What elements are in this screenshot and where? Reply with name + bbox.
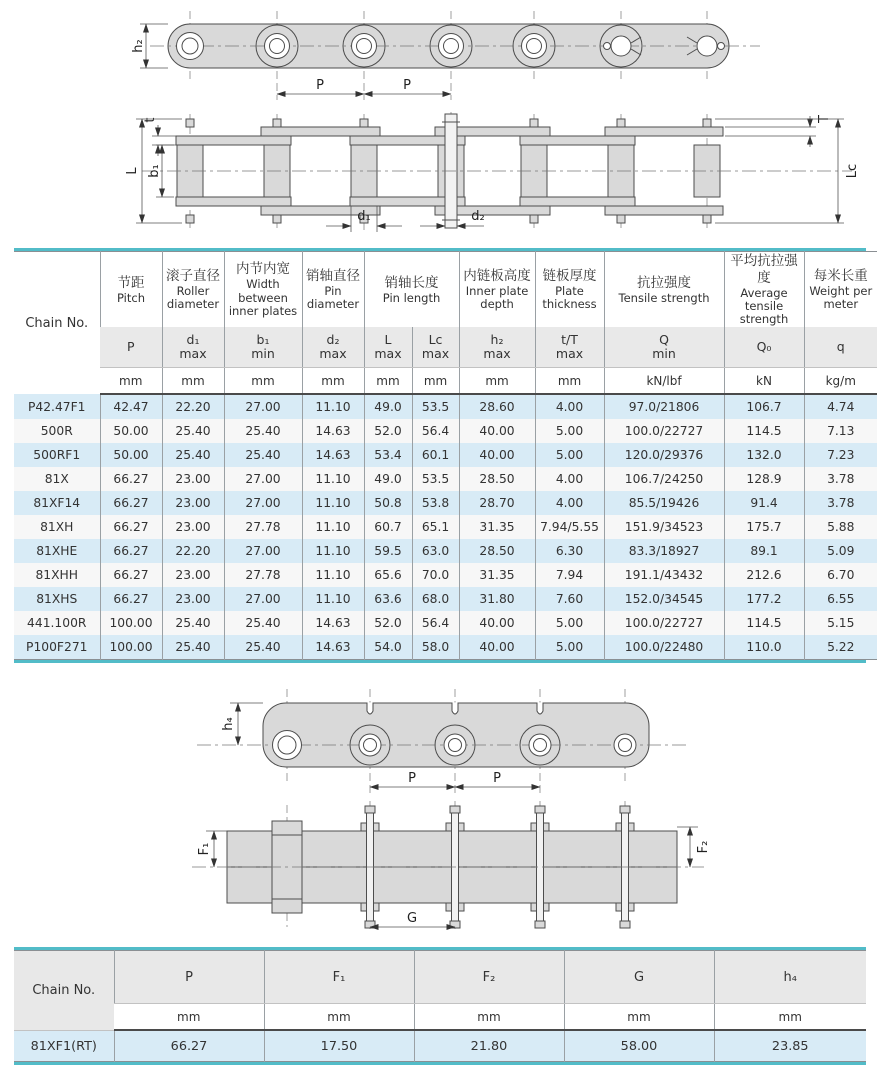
- symbol-cell: [224, 327, 302, 368]
- col-header-en: Width between inner plates: [228, 277, 298, 318]
- value-cell: 22.20: [162, 539, 224, 563]
- col-group-header: [302, 252, 364, 328]
- value-cell: 25.40: [162, 419, 224, 443]
- value-cell: 63.0: [412, 539, 459, 563]
- value-cell: 114.5: [724, 611, 804, 635]
- bottom-table-wrap: [14, 947, 866, 1065]
- chain-no-cell: 81XHE: [14, 539, 100, 563]
- unit-cell: mm: [414, 1004, 564, 1031]
- col-header-en: Pitch: [117, 290, 145, 305]
- value-cell: 40.00: [459, 443, 535, 467]
- value-cell: 14.63: [302, 443, 364, 467]
- value-cell: 23.00: [162, 563, 224, 587]
- dim-label-T: T: [817, 115, 832, 123]
- col-group-header: [459, 252, 535, 328]
- value-cell: 128.9: [724, 467, 804, 491]
- symbol-text: d₁: [186, 332, 200, 348]
- value-cell: 27.00: [224, 491, 302, 515]
- symbol-qualifier: min: [652, 346, 676, 362]
- symbol-cell: F₂: [414, 951, 564, 1004]
- value-cell: 100.0/22480: [604, 635, 724, 660]
- symbol-qualifier: max: [421, 346, 450, 362]
- symbol-cell: [804, 327, 877, 368]
- symbol-qualifier: max: [374, 346, 402, 362]
- unit-cell: mm: [564, 1004, 714, 1031]
- value-cell: 25.40: [162, 635, 224, 660]
- header-units-row: [14, 368, 877, 395]
- F2-dimension: [677, 827, 698, 867]
- value-cell: 100.0/22727: [604, 611, 724, 635]
- unit-cell: kg/m: [804, 368, 877, 395]
- value-cell: 5.22: [804, 635, 877, 660]
- col-group-header: [224, 252, 302, 328]
- col-header-en: Tensile strength: [618, 290, 710, 305]
- table-row: [14, 515, 877, 539]
- symbol-qualifier: max: [483, 346, 511, 362]
- value-cell: 50.00: [100, 443, 162, 467]
- value-cell: 110.0: [724, 635, 804, 660]
- value-cell: 66.27: [100, 491, 162, 515]
- value-cell: 23.00: [162, 467, 224, 491]
- value-cell: 28.50: [459, 467, 535, 491]
- value-cell: 25.40: [224, 419, 302, 443]
- symbol-qualifier: min: [251, 346, 275, 362]
- value-cell: 50.8: [364, 491, 412, 515]
- symbol-cell: [535, 327, 604, 368]
- chain-no-cell: 81X: [14, 467, 100, 491]
- value-cell: 28.70: [459, 491, 535, 515]
- symbol-text: t/T: [561, 332, 578, 348]
- value-cell: 7.94: [535, 563, 604, 587]
- col-header-zh: 销轴长度: [384, 274, 439, 291]
- chain-band: [150, 24, 760, 68]
- chain-no-header: Chain No.: [14, 252, 100, 395]
- deep-plate-band: [197, 703, 687, 768]
- chain-no-cell: P42.47F1: [14, 394, 100, 419]
- col-header-zh: 链板厚度: [542, 268, 597, 285]
- value-cell: 106.7: [724, 394, 804, 419]
- value-cell: 66.27: [100, 587, 162, 611]
- value-cell: 3.78: [804, 467, 877, 491]
- value-cell: 5.00: [535, 611, 604, 635]
- table-row: [14, 539, 877, 563]
- value-cell: 25.40: [224, 635, 302, 660]
- value-cell: 191.1/43432: [604, 563, 724, 587]
- chain-no-cell: 441.100R: [14, 611, 100, 635]
- value-cell: 14.63: [302, 611, 364, 635]
- col-header-en: Roller diameter: [166, 283, 220, 312]
- header-names-row: [14, 951, 866, 1004]
- value-cell: 23.00: [162, 515, 224, 539]
- value-cell: 6.70: [804, 563, 877, 587]
- value-cell: 11.10: [302, 563, 364, 587]
- value-cell: 100.00: [100, 611, 162, 635]
- t-dimension: [152, 125, 176, 156]
- top-diagrams: [112, 6, 880, 236]
- value-cell: 6.30: [535, 539, 604, 563]
- value-cell: 100.0/22727: [604, 419, 724, 443]
- deep-link-side-view-diagram: [182, 677, 702, 797]
- value-cell: 66.27: [100, 563, 162, 587]
- table-row: [14, 563, 877, 587]
- dim-label-G: G: [406, 911, 418, 927]
- col-header-en: Pin diameter: [306, 283, 360, 312]
- value-cell: 31.80: [459, 587, 535, 611]
- unit-cell: mm: [302, 368, 364, 395]
- symbol-cell: [459, 327, 535, 368]
- value-cell: 89.1: [724, 539, 804, 563]
- symbol-cell: P: [114, 951, 264, 1004]
- value-cell: 83.3/18927: [604, 539, 724, 563]
- value-cell: 59.5: [364, 539, 412, 563]
- table-row: [14, 467, 877, 491]
- col-header-zh: 每米长重: [813, 268, 868, 285]
- value-cell: 5.88: [804, 515, 877, 539]
- dim-label-Lc: Lc: [845, 163, 860, 179]
- table-row: [14, 394, 877, 419]
- unit-cell: mm: [535, 368, 604, 395]
- value-cell: 4.00: [535, 394, 604, 419]
- value-cell: 53.8: [412, 491, 459, 515]
- chain-no-cell: 500R: [14, 419, 100, 443]
- value-cell: 151.9/34523: [604, 515, 724, 539]
- table-row: [14, 611, 877, 635]
- value-cell: 7.23: [804, 443, 877, 467]
- symbol-text: d₂: [326, 332, 340, 348]
- value-cell: 52.0: [364, 611, 412, 635]
- value-cell: 120.0/29376: [604, 443, 724, 467]
- symbol-cell: [364, 327, 412, 368]
- value-cell: 70.0: [412, 563, 459, 587]
- symbol-cell: [100, 327, 162, 368]
- main-spec-table: [14, 251, 877, 660]
- value-cell: 63.6: [364, 587, 412, 611]
- value-cell: 23.85: [714, 1030, 866, 1062]
- value-cell: 66.27: [114, 1030, 264, 1062]
- bottom-spec-table: [14, 950, 866, 1062]
- dim-label-p-left: P: [316, 78, 324, 93]
- col-header-zh: 节距: [117, 274, 145, 291]
- unit-cell: mm: [224, 368, 302, 395]
- symbol-cell: [724, 327, 804, 368]
- value-cell: 65.1: [412, 515, 459, 539]
- chain-no-cell: P100F271: [14, 635, 100, 660]
- col-header-zh: 内链板高度: [463, 268, 531, 285]
- value-cell: 11.10: [302, 491, 364, 515]
- value-cell: 60.1: [412, 443, 459, 467]
- value-cell: 23.00: [162, 491, 224, 515]
- value-cell: 177.2: [724, 587, 804, 611]
- symbol-text: h₂: [490, 332, 504, 348]
- value-cell: 21.80: [414, 1030, 564, 1062]
- value-cell: 27.00: [224, 467, 302, 491]
- value-cell: 4.00: [535, 491, 604, 515]
- value-cell: 5.00: [535, 635, 604, 660]
- value-cell: 31.35: [459, 515, 535, 539]
- value-cell: 212.6: [724, 563, 804, 587]
- value-cell: 66.27: [100, 515, 162, 539]
- value-cell: 5.09: [804, 539, 877, 563]
- value-cell: 23.00: [162, 587, 224, 611]
- value-cell: 175.7: [724, 515, 804, 539]
- symbol-text: b₁: [256, 332, 270, 348]
- value-cell: 106.7/24250: [604, 467, 724, 491]
- table-row: [14, 419, 877, 443]
- value-cell: 40.00: [459, 611, 535, 635]
- value-cell: 7.13: [804, 419, 877, 443]
- chain-no-cell: 81XF1(RT): [14, 1030, 114, 1062]
- unit-cell: mm: [364, 368, 412, 395]
- symbol-text: q: [836, 339, 845, 355]
- chain-side-view-diagram: [112, 6, 872, 106]
- header-units-row: [14, 1004, 866, 1031]
- value-cell: 49.0: [364, 394, 412, 419]
- col-header-en: Weight per meter: [809, 283, 873, 312]
- dim-label-p-left: P: [408, 771, 416, 787]
- value-cell: 56.4: [412, 419, 459, 443]
- chain-no-cell: 81XHH: [14, 563, 100, 587]
- main-spec-table-wrap: [14, 248, 873, 663]
- col-header-en: Plate thickness: [542, 283, 597, 312]
- col-group-header: [804, 252, 877, 328]
- col-group-header: [100, 252, 162, 328]
- value-cell: 66.27: [100, 467, 162, 491]
- value-cell: 11.10: [302, 394, 364, 419]
- value-cell: 25.40: [224, 611, 302, 635]
- value-cell: 17.50: [264, 1030, 414, 1062]
- value-cell: 152.0/34545: [604, 587, 724, 611]
- value-cell: 25.40: [224, 443, 302, 467]
- value-cell: 58.00: [564, 1030, 714, 1062]
- value-cell: 56.4: [412, 611, 459, 635]
- symbol-cell: [412, 327, 459, 368]
- value-cell: 11.10: [302, 587, 364, 611]
- col-group-header: [162, 252, 224, 328]
- table-row: [14, 635, 877, 660]
- dim-label-h4: h₄: [221, 717, 236, 732]
- value-cell: 66.27: [100, 539, 162, 563]
- symbol-text: Q: [659, 332, 669, 348]
- unit-cell: mm: [714, 1004, 866, 1031]
- table-row: [14, 443, 877, 467]
- col-header-zh: 抗拉强度: [637, 274, 692, 291]
- col-group-header: [535, 252, 604, 328]
- value-cell: 5.00: [535, 419, 604, 443]
- value-cell: 97.0/21806: [604, 394, 724, 419]
- chain-no-cell: 81XH: [14, 515, 100, 539]
- col-group-header: [724, 252, 804, 328]
- value-cell: 6.55: [804, 587, 877, 611]
- dim-label-b1: b₁: [147, 164, 162, 178]
- value-cell: 28.60: [459, 394, 535, 419]
- symbol-qualifier: max: [555, 346, 584, 362]
- value-cell: 50.00: [100, 419, 162, 443]
- unit-cell: mm: [412, 368, 459, 395]
- unit-cell: mm: [264, 1004, 414, 1031]
- unit-cell: kN/lbf: [604, 368, 724, 395]
- col-header-zh: 内节内宽: [236, 261, 290, 278]
- chain-no-header: Chain No.: [14, 951, 114, 1031]
- col-header-en: Pin length: [382, 290, 441, 305]
- value-cell: 7.94/5.55: [535, 515, 604, 539]
- value-cell: 27.00: [224, 587, 302, 611]
- symbol-text: Lc: [428, 332, 443, 348]
- col-group-header: [604, 252, 724, 328]
- col-header-en: Inner plate depth: [465, 283, 529, 312]
- value-cell: 14.63: [302, 635, 364, 660]
- symbol-cell: [302, 327, 364, 368]
- col-header-zh: 平均抗拉强度: [730, 253, 798, 286]
- value-cell: 53.5: [412, 394, 459, 419]
- value-cell: 54.0: [364, 635, 412, 660]
- symbol-text: Q₀: [756, 339, 772, 355]
- symbol-cell: h₄: [714, 951, 866, 1004]
- bottom-diagrams: [182, 677, 880, 937]
- value-cell: 100.00: [100, 635, 162, 660]
- chain-no-cell: 81XHS: [14, 587, 100, 611]
- value-cell: 4.00: [535, 467, 604, 491]
- symbol-cell: [604, 327, 724, 368]
- value-cell: 27.00: [224, 394, 302, 419]
- chain-no-cell: 500RF1: [14, 443, 100, 467]
- value-cell: 25.40: [162, 611, 224, 635]
- value-cell: 58.0: [412, 635, 459, 660]
- value-cell: 25.40: [162, 443, 224, 467]
- dim-label-d2: d₂: [471, 209, 485, 224]
- T-dimension: [725, 116, 816, 147]
- value-cell: 65.6: [364, 563, 412, 587]
- value-cell: 22.20: [162, 394, 224, 419]
- value-cell: 40.00: [459, 419, 535, 443]
- chain-no-cell: 81XF14: [14, 491, 100, 515]
- value-cell: 14.63: [302, 419, 364, 443]
- symbol-qualifier: max: [179, 346, 207, 362]
- value-cell: 40.00: [459, 635, 535, 660]
- value-cell: 42.47: [100, 394, 162, 419]
- value-cell: 27.78: [224, 515, 302, 539]
- symbol-text: L: [384, 332, 392, 348]
- value-cell: 11.10: [302, 515, 364, 539]
- chain-plan-view-diagram: [112, 106, 872, 236]
- value-cell: 85.5/19426: [604, 491, 724, 515]
- dim-label-F2: F₂: [696, 841, 711, 854]
- col-header-zh: 销轴直径: [306, 268, 360, 285]
- dim-label-h2: h₂: [131, 39, 146, 53]
- col-group-header: [364, 252, 459, 328]
- header-names-row: [14, 252, 877, 328]
- dim-label-d1: d₁: [357, 209, 371, 224]
- value-cell: 132.0: [724, 443, 804, 467]
- value-cell: 7.60: [535, 587, 604, 611]
- symbol-qualifier: max: [319, 346, 347, 362]
- value-cell: 11.10: [302, 539, 364, 563]
- dim-label-L: L: [125, 167, 140, 175]
- value-cell: 53.4: [364, 443, 412, 467]
- col-header-en: Average tensile strength: [739, 285, 789, 327]
- value-cell: 49.0: [364, 467, 412, 491]
- value-cell: 52.0: [364, 419, 412, 443]
- dim-label-p-right: P: [403, 78, 411, 93]
- unit-cell: mm: [100, 368, 162, 395]
- header-symbols-row: [14, 327, 877, 368]
- value-cell: 11.10: [302, 467, 364, 491]
- symbol-cell: [162, 327, 224, 368]
- value-cell: 28.50: [459, 539, 535, 563]
- unit-cell: mm: [459, 368, 535, 395]
- value-cell: 114.5: [724, 419, 804, 443]
- value-cell: 5.15: [804, 611, 877, 635]
- table-row: [14, 587, 877, 611]
- symbol-text: P: [126, 339, 135, 355]
- deep-link-plan-view-diagram: [182, 797, 712, 937]
- dim-label-t: t: [143, 117, 158, 123]
- value-cell: 31.35: [459, 563, 535, 587]
- value-cell: 53.5: [412, 467, 459, 491]
- dim-label-F1: F₁: [197, 843, 212, 856]
- unit-cell: mm: [162, 368, 224, 395]
- col-header-zh: 滚子直径: [166, 268, 220, 285]
- value-cell: 27.00: [224, 539, 302, 563]
- value-cell: 4.74: [804, 394, 877, 419]
- value-cell: 27.78: [224, 563, 302, 587]
- symbol-cell: F₁: [264, 951, 414, 1004]
- unit-cell: mm: [114, 1004, 264, 1031]
- value-cell: 3.78: [804, 491, 877, 515]
- value-cell: 91.4: [724, 491, 804, 515]
- dim-label-p-right: P: [493, 771, 501, 787]
- table-row: [14, 491, 877, 515]
- value-cell: 60.7: [364, 515, 412, 539]
- table-row: [14, 1030, 866, 1062]
- value-cell: 5.00: [535, 443, 604, 467]
- value-cell: 68.0: [412, 587, 459, 611]
- unit-cell: kN: [724, 368, 804, 395]
- symbol-cell: G: [564, 951, 714, 1004]
